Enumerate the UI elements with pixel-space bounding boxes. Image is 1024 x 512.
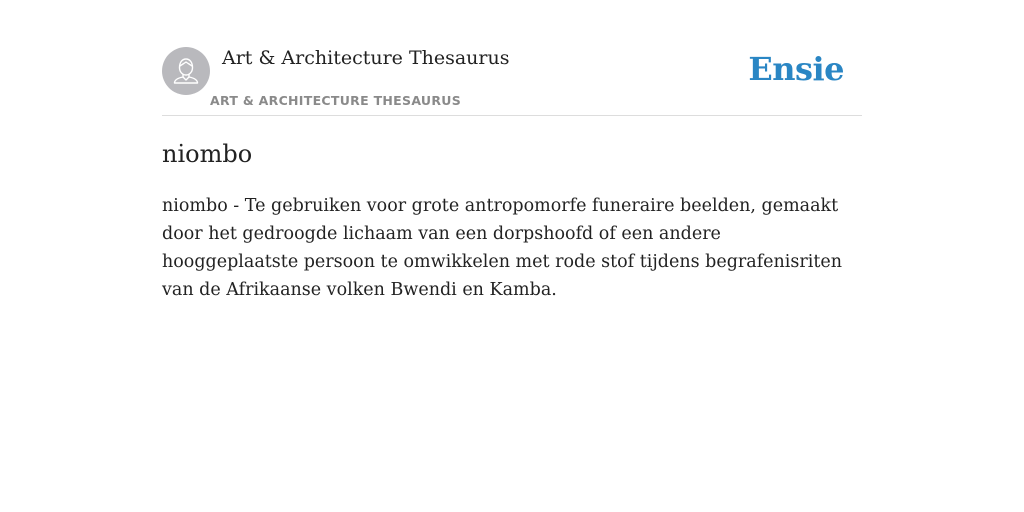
author-name[interactable]: Art & Architecture Thesaurus	[222, 47, 510, 69]
page-title: niombo	[162, 140, 253, 168]
author-avatar[interactable]	[162, 47, 210, 95]
user-silhouette-icon	[162, 47, 210, 95]
brand-logo[interactable]: Ensie	[748, 50, 844, 88]
header	[162, 0, 862, 116]
page-container	[162, 0, 862, 512]
definition-text: niombo - Te gebruiken voor grote antropomorfe funeraire beelden, gemaakt door het gedroogde lichaam van een dorpshoofd of een andere hooggeplaatste persoon te omwikkelen met rode stof tijdens begrafenisriten van de Afrikaanse volken Bwendi en Kamba.	[162, 196, 843, 300]
author-subtitle[interactable]: ART & ARCHITECTURE THESAURUS	[210, 93, 462, 108]
